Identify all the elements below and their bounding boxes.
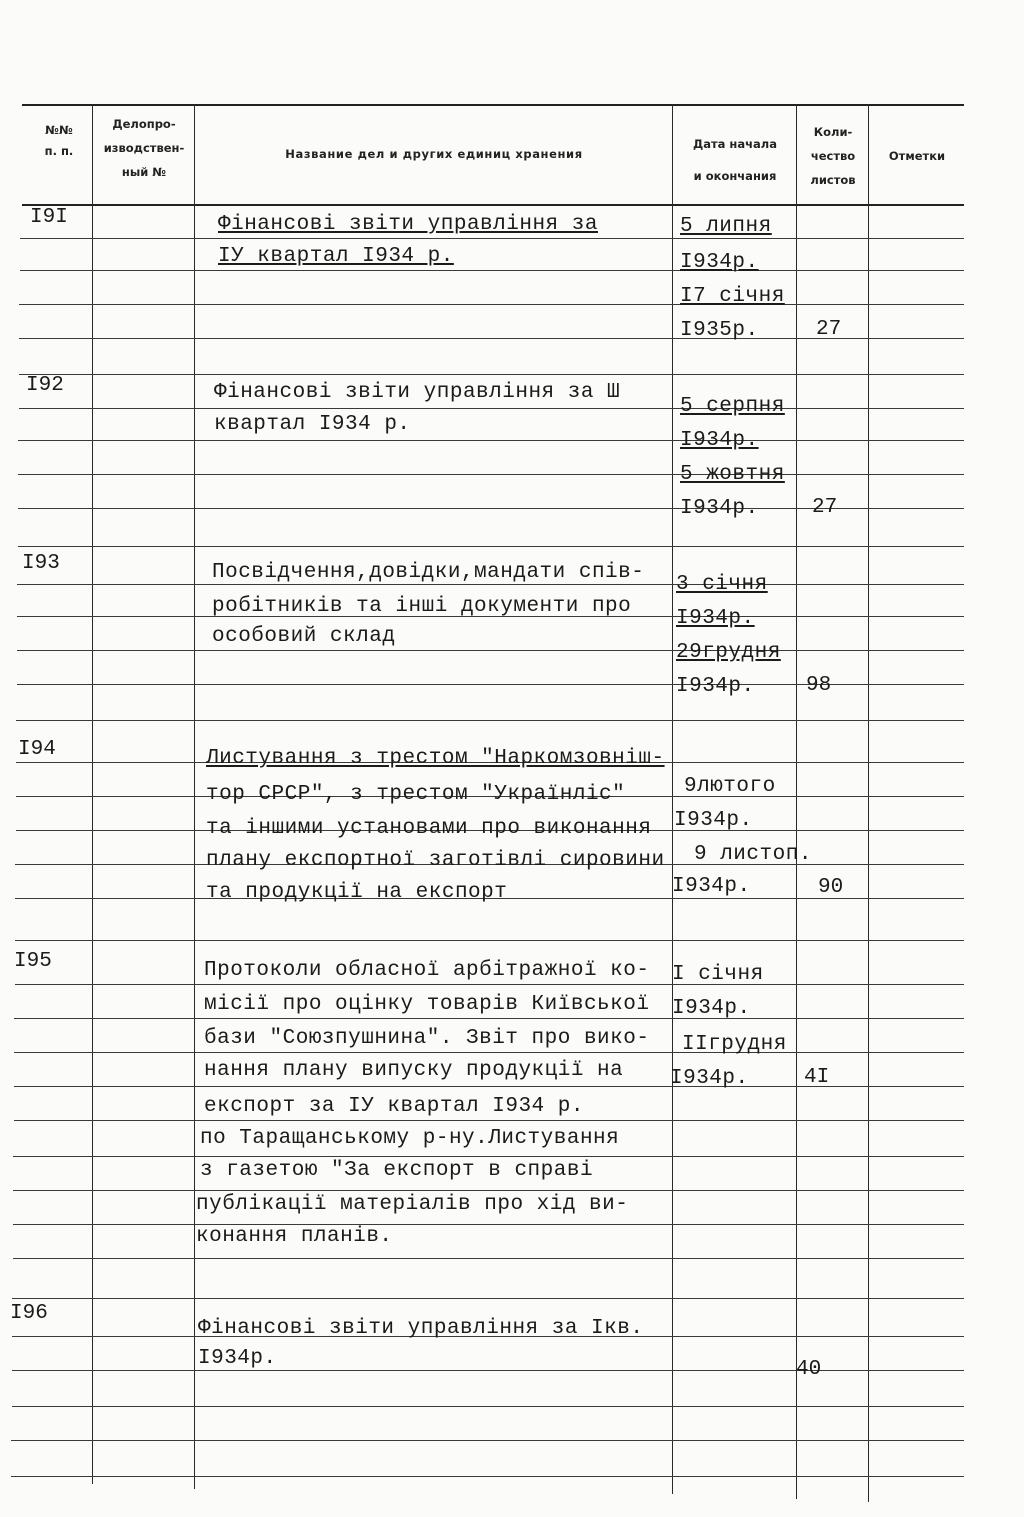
row-rule (13, 1258, 964, 1259)
entry-date: I січня (672, 963, 764, 986)
entry-title-line: місіï про оцінку товарів Киïвськоï (204, 993, 650, 1016)
row-rule (13, 1224, 964, 1225)
entry-sheet-count: 40 (796, 1358, 822, 1381)
entry-number: I96 (10, 1302, 48, 1325)
row-rule (12, 1406, 964, 1407)
entry-date: I934р. (672, 875, 751, 898)
row-rule (15, 984, 964, 985)
row-rule (15, 940, 964, 941)
header-sheets-line2: чество (810, 149, 856, 163)
entry-title-line: робітників та інші документи про (212, 595, 632, 618)
row-rule (11, 1476, 964, 1477)
entry-number: I93 (22, 552, 60, 575)
entry-title-line: тор СРСР", з трестом "Украïнліс" (206, 783, 626, 806)
header-date-line1: Дата начала (693, 137, 777, 151)
row-rule (20, 238, 964, 239)
entry-date: 9 листоп. (694, 843, 812, 866)
header-num-line1: №№ (45, 123, 73, 137)
row-rule (13, 1156, 964, 1157)
entry-date: I934р. (674, 809, 753, 832)
entry-number: I95 (14, 950, 52, 973)
row-rule (18, 546, 964, 547)
row-rule (18, 474, 964, 475)
header-notes: Отметки (888, 149, 946, 163)
row-rule (11, 1440, 964, 1441)
entry-sheet-count: 4I (804, 1066, 830, 1089)
row-rule (16, 720, 964, 721)
entry-title-line: по Таращанському р-ну.Листування (200, 1127, 620, 1150)
row-rule (14, 1052, 964, 1053)
header-title: Название дел и других единиц хранения (285, 147, 583, 161)
entry-number: I9I (30, 206, 68, 229)
row-rule (20, 270, 964, 271)
entry-date: 5 липня (680, 215, 772, 238)
header-office-line2: изводствен- (103, 141, 185, 155)
header-date-line2: и окончания (693, 169, 777, 183)
header-num-line2: п. п. (44, 144, 74, 158)
entry-sheet-count: 27 (812, 496, 838, 519)
entry-title-line: IУ квартал I934 р. (218, 245, 454, 268)
entry-title-line: нання плану випуску продукціï на (204, 1059, 624, 1082)
entry-number: I92 (26, 374, 64, 397)
row-rule (12, 1298, 964, 1299)
row-rule (18, 440, 964, 441)
entry-title-line: Фінансові звіти управління за Iкв. (198, 1317, 644, 1340)
header-office-line1: Делопро- (112, 117, 176, 131)
entry-sheet-count: 90 (818, 876, 844, 899)
entry-title-line: Фінансові звіти управління за Ш (214, 381, 621, 404)
entry-date: I934р. (680, 251, 759, 274)
entry-date: I934р. (670, 1067, 749, 1090)
entry-title-line: Посвідчення,довідки,мандати спів- (212, 561, 645, 584)
entry-title-line: бази "Союзпушнина". Звіт про вико- (204, 1027, 650, 1050)
entry-title-line: Листування з трестом "Наркомзовніш- (206, 747, 665, 770)
entry-title-line: особовий склад (212, 625, 396, 648)
header-sheets-line3: листов (810, 173, 856, 187)
entry-date: 3 січня (676, 573, 768, 596)
entry-title-line: з газетою "За експорт в справі (200, 1159, 594, 1182)
entry-title-line: квартал I934 р. (214, 413, 411, 436)
entry-date: I934р. (676, 607, 755, 630)
row-rule (19, 408, 964, 409)
entry-date: I934р. (676, 675, 755, 698)
entry-date: I935р. (680, 319, 759, 342)
row-rule (13, 1190, 964, 1191)
entry-title-line: I934р. (198, 1347, 277, 1370)
entry-sheet-count: 98 (806, 674, 832, 697)
entry-date: 5 жовтня (680, 463, 785, 486)
entry-date: 29грудня (676, 641, 781, 664)
entry-title-line: та іншими установами про виконання (206, 817, 652, 840)
entry-title-line: та продукціï на експорт (206, 881, 508, 904)
entry-date: I934р. (680, 497, 759, 520)
entry-date: I7 січня (680, 285, 785, 308)
row-rule (14, 1018, 964, 1019)
header-num (30, 120, 88, 162)
entry-title-line: експорт за IУ квартал I934 р. (204, 1095, 584, 1118)
entry-date: I934р. (680, 429, 759, 452)
entry-title-line: конання планів. (196, 1225, 393, 1248)
entry-title-line: Фінансові звіти управління за (218, 213, 598, 236)
entry-sheet-count: 27 (816, 318, 842, 341)
entry-date: I934р. (672, 997, 751, 1020)
header-sheets-line1: Коли- (813, 125, 853, 139)
row-rule (14, 1120, 964, 1121)
header-office-line3: ный № (121, 165, 167, 179)
entry-title-line: плану експортноï заготівлі сировини (206, 849, 665, 872)
row-rule (19, 304, 964, 305)
header-office-number (94, 112, 194, 184)
entry-title-line: публікаціï матеріалів про хід ви- (196, 1193, 629, 1216)
header-sheets (798, 120, 868, 192)
entry-number: I94 (18, 738, 56, 761)
header-dates (674, 128, 796, 192)
entry-date: IIгрудня (682, 1033, 787, 1056)
entry-title-line: Протоколи обласноï арбітражноï ко- (204, 959, 650, 982)
row-rule (19, 374, 964, 375)
entry-date: 5 серпня (680, 395, 785, 418)
entry-date: 9лютого (684, 775, 776, 798)
row-rule (17, 650, 964, 651)
